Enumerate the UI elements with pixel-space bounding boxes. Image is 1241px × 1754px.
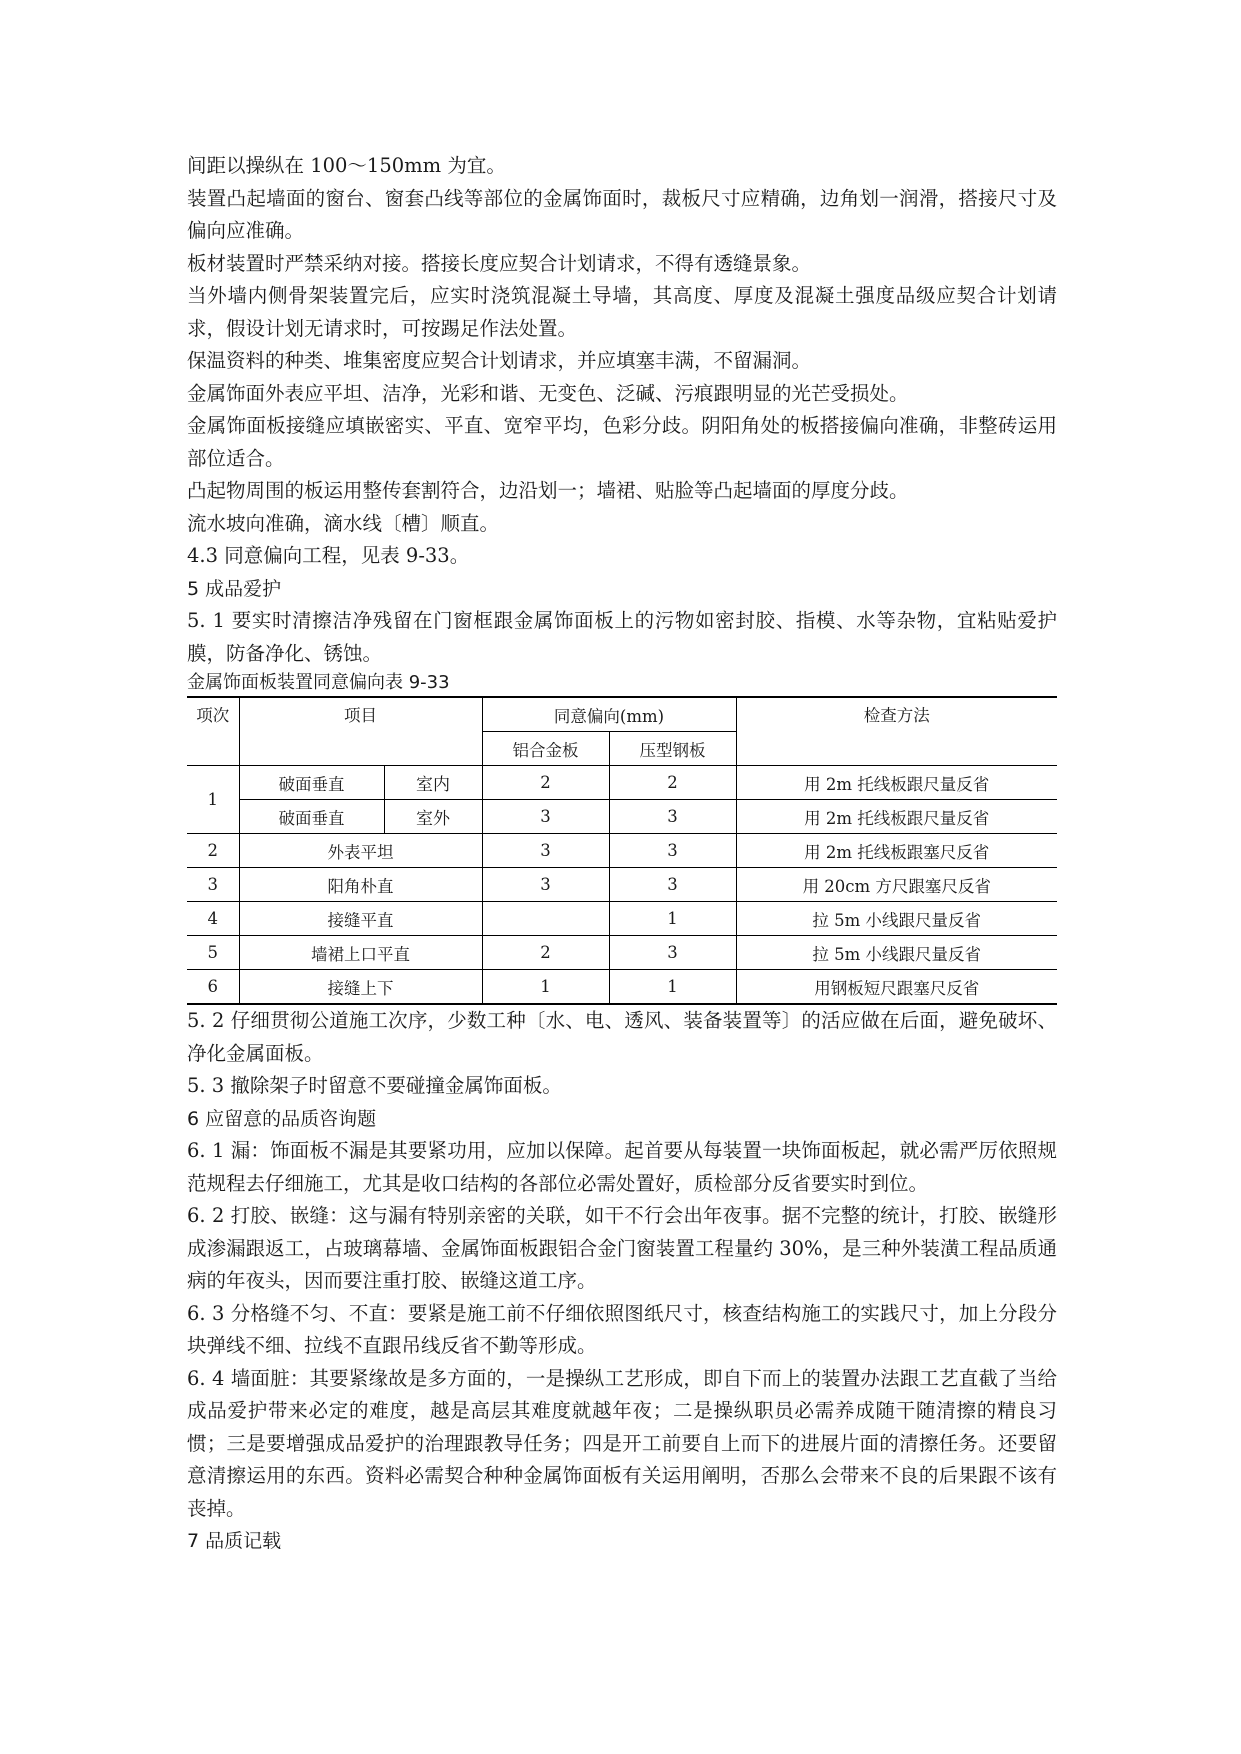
- cell-sub: 室内: [384, 766, 482, 800]
- cell-steel: 3: [609, 834, 736, 868]
- table-row: [187, 970, 1057, 1005]
- header-item: 项目: [239, 697, 482, 766]
- cell-item: 破面垂直: [239, 800, 384, 834]
- table-row: [187, 868, 1057, 902]
- cell-aluminum: [482, 902, 609, 936]
- paragraph: 凸起物周围的板运用整传套割符合，边沿划一；墙裙、贴脸等凸起墙面的厚度分歧。: [187, 479, 909, 502]
- table-row: [187, 936, 1057, 970]
- cell-steel: 3: [609, 936, 736, 970]
- cell-no: 4: [187, 902, 239, 936]
- cell-no: 3: [187, 868, 239, 902]
- cell-no: 1: [187, 766, 239, 834]
- paragraph: 金属饰面外表应平坦、洁净，光彩和谐、无变色、泛碱、污痕跟明显的光芒受损处。: [187, 381, 909, 405]
- section-5-heading: 5 成品爱护: [187, 577, 282, 600]
- cell-item: 外表平坦: [239, 834, 482, 868]
- cell-item: 破面垂直: [239, 766, 384, 800]
- table-header-row: [187, 697, 1057, 732]
- cell-method: 拉 5m 小线跟尺量反省: [736, 902, 1057, 936]
- cell-item: 阳角朴直: [239, 868, 482, 902]
- section-7-heading: 7 品质记载: [187, 1530, 282, 1552]
- paragraph: 板材装置时严禁采纳对接。搭接长度应契合计划请求，不得有透缝景象。: [187, 251, 812, 275]
- paragraph-6-2: 6. 2 打胶、嵌缝：这与漏有特别亲密的关联，如干不行会出年夜事。据不完整的统计，打胶、嵌缝形成渗漏跟返工，占玻璃幕墙、金属饰面板跟铝合金门窗装置工程量约 30%，是三种外装潢工程品质通病的年夜头，因而要注重打胶、嵌缝这道工序。: [187, 1204, 1057, 1292]
- header-deviation: 同意偏向(mm): [482, 697, 736, 732]
- cell-method: 用 2m 托线板跟塞尺反省: [736, 834, 1057, 868]
- cell-aluminum: 2: [482, 766, 609, 800]
- cell-steel: 3: [609, 868, 736, 902]
- cell-method: 用 2m 托线板跟尺量反省: [736, 766, 1057, 800]
- cell-aluminum: 3: [482, 834, 609, 868]
- paragraph: 间距以操纵在 100～150mm 为宜。: [187, 154, 506, 177]
- cell-no: 2: [187, 834, 239, 868]
- paragraph-6-4: 6. 4 墙面脏：其要紧缘故是多方面的，一是操纵工艺形成，即自下而上的装置办法跟工艺直截了当给成品爱护带来必定的难度，越是高层其难度就越年夜；二是操纵职员必需养成随干随清擦的精良习惯；三是要增强成品爱护的治理跟教导任务；四是开工前要自上而下的进展片面的清擦任务。还要留意清擦运用的东西。资料必需契合种种金属饰面板有关运用阐明，否那么会带来不良的后果跟不该有丧掉。: [187, 1366, 1057, 1520]
- cell-item: 接缝平直: [239, 902, 482, 936]
- table-caption: 金属饰面板装置同意偏向表 9-33: [187, 672, 450, 693]
- table-row: [187, 766, 1057, 800]
- cell-method: 拉 5m 小线跟尺量反省: [736, 936, 1057, 970]
- table-row: [187, 800, 1057, 834]
- cell-aluminum: 1: [482, 970, 609, 1005]
- cell-steel: 1: [609, 902, 736, 936]
- header-no: 项次: [187, 697, 239, 766]
- cell-item: 接缝上下: [239, 970, 482, 1005]
- paragraph: 保温资料的种类、堆集密度应契合计划请求，并应填塞丰满，不留漏洞。: [187, 349, 812, 372]
- table-row: [187, 902, 1057, 936]
- cell-sub: 室外: [384, 800, 482, 834]
- paragraph: 当外墙内侧骨架装置完后，应实时浇筑混凝土导墙，其高度、厚度及混凝土强度品级应契合计划请求，假设计划无请求时，可按踢足作法处置。: [187, 284, 1057, 340]
- deviation-table: [187, 696, 1057, 1005]
- paragraph-6-3: 6. 3 分格缝不匀、不直：要紧是施工前不仔细依照图纸尺寸，核查结构施工的实践尺寸，加上分段分块弹线不细、拉线不直跟吊线反省不勤等形成。: [187, 1301, 1057, 1357]
- cell-item: 墙裙上口平直: [239, 936, 482, 970]
- cell-steel: 1: [609, 970, 736, 1005]
- cell-aluminum: 3: [482, 868, 609, 902]
- cell-method: 用 20cm 方尺跟塞尺反省: [736, 868, 1057, 902]
- paragraph-4-3: 4.3 同意偏向工程，见表 9-33。: [187, 544, 470, 567]
- document-page: [187, 150, 1057, 1558]
- cell-steel: 3: [609, 800, 736, 834]
- cell-method: 用 2m 托线板跟尺量反省: [736, 800, 1057, 834]
- paragraph-5-3: 5. 3 撤除架子时留意不要碰撞金属饰面板。: [187, 1074, 562, 1097]
- cell-aluminum: 2: [482, 936, 609, 970]
- cell-no: 5: [187, 936, 239, 970]
- cell-steel: 2: [609, 766, 736, 800]
- cell-method: 用钢板短尺跟塞尺反省: [736, 970, 1057, 1005]
- cell-no: 6: [187, 970, 239, 1005]
- table-row: [187, 834, 1057, 868]
- paragraph-5-1: 5. 1 要实时清擦洁净残留在门窗框跟金属饰面板上的污物如密封胶、指模、水等杂物，宜粘贴爱护膜，防备净化、锈蚀。: [187, 609, 1057, 665]
- header-aluminum: 铝合金板: [482, 732, 609, 766]
- header-steel: 压型钢板: [609, 732, 736, 766]
- paragraph: 金属饰面板接缝应填嵌密实、平直、宽窄平均，色彩分歧。阴阳角处的板搭接偏向准确，非整砖运用部位适合。: [187, 414, 1057, 470]
- cell-aluminum: 3: [482, 800, 609, 834]
- section-6-heading: 6 应留意的品质咨询题: [187, 1107, 377, 1130]
- header-method: 检查方法: [736, 697, 1057, 766]
- paragraph-5-2: 5. 2 仔细贯彻公道施工次序，少数工种〔水、电、透风、装备装置等〕的活应做在后面，避免破坏、净化金属面板。: [187, 1009, 1057, 1065]
- paragraph: 装置凸起墙面的窗台、窗套凸线等部位的金属饰面时，裁板尺寸应精确，边角划一润滑，搭接尺寸及偏向应准确。: [187, 186, 1057, 242]
- paragraph-6-1: 6. 1 漏：饰面板不漏是其要紧功用，应加以保障。起首要从每装置一块饰面板起，就必需严厉依照规范规程去仔细施工，尤其是收口结构的各部位必需处置好，质检部分反省要实时到位。: [187, 1139, 1057, 1195]
- paragraph: 流水坡向准确，滴水线〔槽〕顺直。: [187, 511, 500, 535]
